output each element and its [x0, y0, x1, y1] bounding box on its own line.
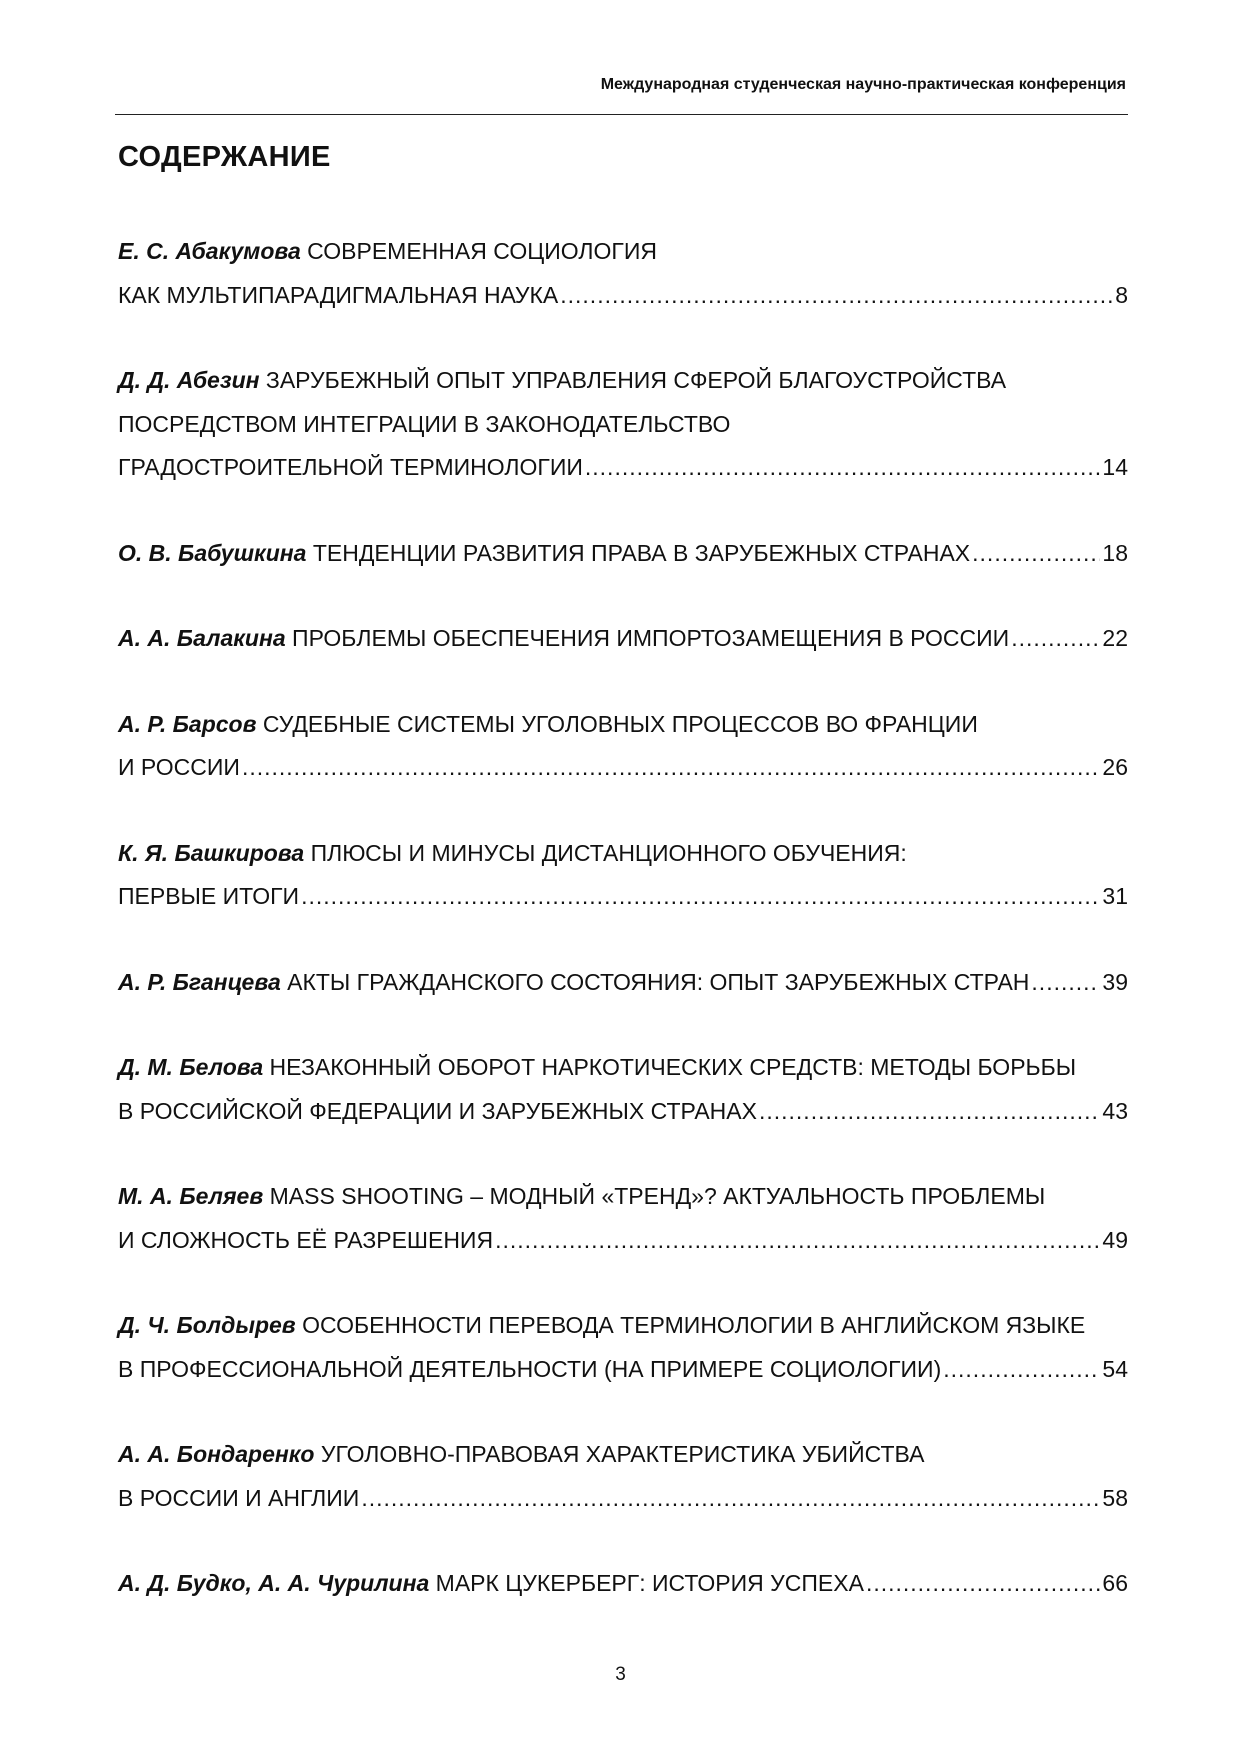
toc-title-line: MASS SHOOTING – МОДНЫЙ «ТРЕНД»? АКТУАЛЬНОСТЬ ПРОБЛЕМЫ — [269, 1183, 1046, 1209]
toc-entry-text — [118, 840, 907, 866]
toc-title-line: ПЛЮСЫ И МИНУСЫ ДИСТАНЦИОННОГО ОБУЧЕНИЯ: — [310, 839, 907, 866]
dot-leader — [242, 746, 1100, 790]
toc-entry-text — [118, 1441, 924, 1467]
toc-entry-line — [118, 832, 1128, 876]
toc-entry-line — [118, 875, 1128, 919]
toc-page-number[interactable]: 26 — [1102, 754, 1128, 780]
toc-entry-text — [118, 1183, 1045, 1209]
toc-entry-text — [118, 367, 1006, 393]
toc-page-number[interactable]: 14 — [1102, 454, 1128, 480]
toc-entry-line — [118, 230, 1128, 274]
toc-entry-text — [118, 274, 558, 318]
toc-entry-text — [118, 532, 970, 576]
toc-entry-line — [118, 1477, 1128, 1521]
dot-leader — [361, 1477, 1100, 1521]
toc-entry[interactable] — [118, 1046, 1128, 1133]
toc-title-line: В ПРОФЕССИОНАЛЬНОЙ ДЕЯТЕЛЬНОСТИ (НА ПРИМЕРЕ СОЦИОЛОГИИ) — [118, 1355, 942, 1382]
toc-page-number[interactable]: 58 — [1102, 1484, 1128, 1511]
toc-page-number[interactable]: 54 — [1102, 1355, 1128, 1382]
toc-entry[interactable] — [118, 617, 1128, 661]
toc-entry-line — [118, 617, 1128, 661]
dot-leader — [585, 446, 1101, 490]
toc-title-line: ЗАРУБЕЖНЫЙ ОПЫТ УПРАВЛЕНИЯ СФЕРОЙ БЛАГОУСТРОЙСТВА — [265, 367, 1007, 393]
toc-title-line: ОСОБЕННОСТИ ПЕРЕВОДА ТЕРМИНОЛОГИИ В АНГЛИЙСКОМ ЯЗЫКЕ — [302, 1312, 1086, 1338]
toc-author: Е. С. Абакумова — [118, 238, 301, 264]
toc-entry-text — [118, 711, 978, 737]
dot-leader — [301, 875, 1100, 919]
toc-entry[interactable] — [118, 961, 1128, 1005]
toc-author: А. Д. Будко, А. А. Чурилина — [118, 1570, 430, 1596]
toc-entry[interactable] — [118, 230, 1128, 317]
toc-entry-line — [118, 274, 1128, 318]
toc-page-number[interactable]: 66 — [1102, 1570, 1128, 1596]
toc-author: М. А. Беляев — [118, 1183, 264, 1209]
toc-title-line: АКТЫ ГРАЖДАНСКОГО СОСТОЯНИЯ: ОПЫТ ЗАРУБЕЖНЫХ СТРАН — [287, 968, 1030, 995]
toc-entry-text — [118, 1054, 1076, 1080]
toc-entry-text — [118, 1348, 941, 1392]
page-number: 3 — [615, 1664, 626, 1685]
toc-title-line: В РОССИИ И АНГЛИИ — [118, 1484, 360, 1511]
toc-entry[interactable] — [118, 359, 1128, 490]
toc-entry-text — [118, 1090, 757, 1134]
dot-leader — [943, 1348, 1100, 1392]
toc-entry-line — [118, 1046, 1128, 1090]
dot-leader — [560, 274, 1113, 318]
toc-title-line: ПОСРЕДСТВОМ ИНТЕГРАЦИИ В ЗАКОНОДАТЕЛЬСТВО — [118, 410, 731, 437]
toc-entry-line — [118, 1219, 1128, 1263]
toc-entry-text — [118, 875, 299, 919]
toc-entry-line — [118, 1090, 1128, 1134]
toc-entry[interactable] — [118, 1304, 1128, 1391]
toc-entry[interactable] — [118, 532, 1128, 576]
dot-leader — [1011, 617, 1100, 661]
toc-author: А. Р. Бганцева — [118, 968, 281, 995]
toc-title-line: ТЕНДЕНЦИИ РАЗВИТИЯ ПРАВА В ЗАРУБЕЖНЫХ СТРАНАХ — [312, 539, 971, 566]
toc-author: О. В. Бабушкина — [118, 539, 307, 566]
toc-title-line: НЕЗАКОННЫЙ ОБОРОТ НАРКОТИЧЕСКИХ СРЕДСТВ: МЕТОДЫ БОРЬБЫ — [269, 1054, 1077, 1080]
toc-entry-line — [118, 746, 1128, 790]
dot-leader — [972, 532, 1100, 576]
dot-leader — [866, 1562, 1100, 1606]
toc-entry-text — [118, 1562, 864, 1606]
toc-entry[interactable] — [118, 1562, 1128, 1606]
toc-entry[interactable] — [118, 1175, 1128, 1262]
running-header — [115, 64, 1128, 115]
toc-entry-line — [118, 1348, 1128, 1392]
toc-entry-text — [118, 1477, 359, 1521]
toc-author: А. А. Бондаренко — [118, 1441, 315, 1467]
toc-entry-text — [118, 617, 1009, 661]
toc-author: Д. Ч. Болдырев — [118, 1312, 296, 1338]
toc-title-line: И РОССИИ — [118, 754, 240, 780]
toc-title-line: ПЕРВЫЕ ИТОГИ — [118, 883, 300, 909]
toc-entry-text — [118, 446, 583, 490]
toc-title-line: УГОЛОВНО-ПРАВОВАЯ ХАРАКТЕРИСТИКА УБИЙСТВА — [320, 1441, 925, 1467]
table-of-contents — [118, 230, 1128, 1648]
toc-page-number[interactable]: 43 — [1102, 1097, 1128, 1124]
toc-title-line: И СЛОЖНОСТЬ ЕЁ РАЗРЕШЕНИЯ — [118, 1226, 494, 1253]
dot-leader — [759, 1090, 1100, 1134]
dot-leader — [495, 1219, 1100, 1263]
header-text: Международная студенческая научно-практическая конференция — [600, 76, 1126, 93]
toc-author: Д. Д. Абезин — [118, 367, 260, 393]
toc-page-number[interactable]: 31 — [1102, 883, 1128, 909]
toc-entry[interactable] — [118, 832, 1128, 919]
toc-entry-line — [118, 359, 1128, 403]
toc-entry-line — [118, 961, 1128, 1005]
toc-entry-text — [118, 746, 240, 790]
toc-entry[interactable] — [118, 703, 1128, 790]
toc-title-line: МАРК ЦУКЕРБЕРГ: ИСТОРИЯ УСПЕХА — [435, 1570, 864, 1596]
toc-entry-line — [118, 703, 1128, 747]
toc-entry-text — [118, 1219, 493, 1263]
toc-page-number[interactable]: 22 — [1102, 625, 1128, 651]
toc-page-number[interactable]: 18 — [1102, 539, 1128, 566]
page-title: СОДЕРЖАНИЕ — [118, 141, 331, 173]
toc-entry-line — [118, 403, 1128, 447]
toc-title-line: ПРОБЛЕМЫ ОБЕСПЕЧЕНИЯ ИМПОРТОЗАМЕЩЕНИЯ В РОССИИ — [292, 625, 1010, 651]
toc-author: К. Я. Башкирова — [118, 839, 305, 866]
toc-page-number[interactable]: 8 — [1115, 281, 1128, 308]
toc-entry-text — [118, 1312, 1085, 1338]
toc-title-line: ГРАДОСТРОИТЕЛЬНОЙ ТЕРМИНОЛОГИИ — [118, 454, 583, 480]
toc-page-number[interactable]: 49 — [1102, 1226, 1128, 1253]
toc-entry-text — [118, 411, 730, 437]
toc-author: Д. М. Белова — [118, 1054, 264, 1080]
toc-entry-text — [118, 961, 1029, 1005]
toc-title-line: В РОССИЙСКОЙ ФЕДЕРАЦИИ И ЗАРУБЕЖНЫХ СТРАНАХ — [118, 1097, 757, 1124]
toc-author: А. А. Балакина — [118, 625, 286, 651]
toc-entry-line — [118, 1175, 1128, 1219]
toc-entry-text — [118, 238, 657, 264]
toc-entry-line — [118, 1433, 1128, 1477]
toc-author: А. Р. Барсов — [118, 710, 257, 737]
toc-entry[interactable] — [118, 1433, 1128, 1520]
toc-entry-line — [118, 1304, 1128, 1348]
toc-entry-line — [118, 446, 1128, 490]
toc-page-number[interactable]: 39 — [1102, 968, 1128, 995]
toc-title-line: СУДЕБНЫЕ СИСТЕМЫ УГОЛОВНЫХ ПРОЦЕССОВ ВО ФРАНЦИИ — [262, 710, 978, 737]
toc-title-line: СОВРЕМЕННАЯ СОЦИОЛОГИЯ — [307, 238, 657, 264]
toc-entry-line — [118, 1562, 1128, 1606]
toc-entry-line — [118, 532, 1128, 576]
toc-title-line: КАК МУЛЬТИПАРАДИГМАЛЬНАЯ НАУКА — [118, 281, 559, 308]
dot-leader — [1031, 961, 1100, 1005]
